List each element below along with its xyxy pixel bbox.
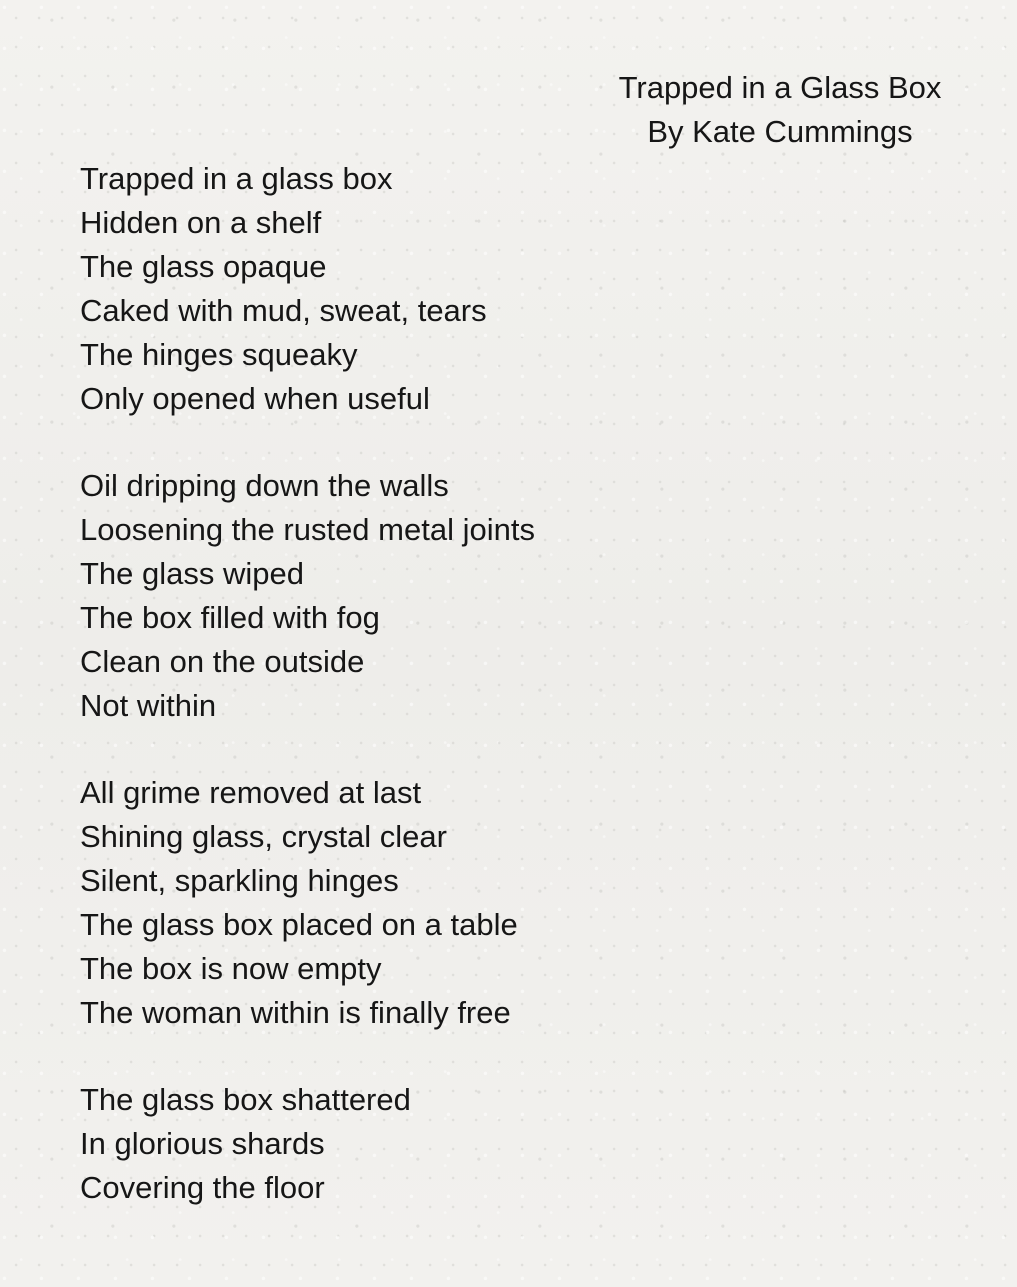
poem-line: In glorious shards [80, 1126, 325, 1161]
poem-line: Trapped in a glass box [80, 161, 393, 196]
poem-line: The box is now empty [80, 951, 382, 986]
poem-line: Silent, sparkling hinges [80, 863, 399, 898]
poem-author: By Kate Cummings [647, 114, 913, 149]
poem-line: Caked with mud, sweat, tears [80, 293, 487, 328]
poem-line: All grime removed at last [80, 775, 422, 810]
poem-line: Only opened when useful [80, 381, 430, 416]
poem-line: The woman within is finally free [80, 995, 511, 1030]
poem-line: The glass wiped [80, 556, 305, 591]
poem-line: The hinges squeaky [80, 337, 358, 372]
stanza-1 [80, 157, 680, 421]
stanza-2 [80, 464, 680, 728]
stanza-3 [80, 771, 680, 1035]
poem-line: Shining glass, crystal clear [80, 819, 447, 854]
poem-line: Oil dripping down the walls [80, 468, 449, 503]
poem-line: Hidden on a shelf [80, 205, 322, 240]
poem-line: The glass opaque [80, 249, 327, 284]
poem-line: Clean on the outside [80, 644, 365, 679]
poem-line: Covering the floor [80, 1170, 325, 1205]
poem-line: The box filled with fog [80, 600, 380, 635]
stanza-4 [80, 1078, 680, 1210]
poem-line: The glass box shattered [80, 1082, 411, 1117]
poem-line: The glass box placed on a table [80, 907, 518, 942]
poem-line: Not within [80, 688, 217, 723]
poem-body [80, 157, 680, 1253]
poem-line: Loosening the rusted metal joints [80, 512, 535, 547]
poem-title: Trapped in a Glass Box [618, 70, 942, 105]
poem-header [600, 66, 960, 154]
